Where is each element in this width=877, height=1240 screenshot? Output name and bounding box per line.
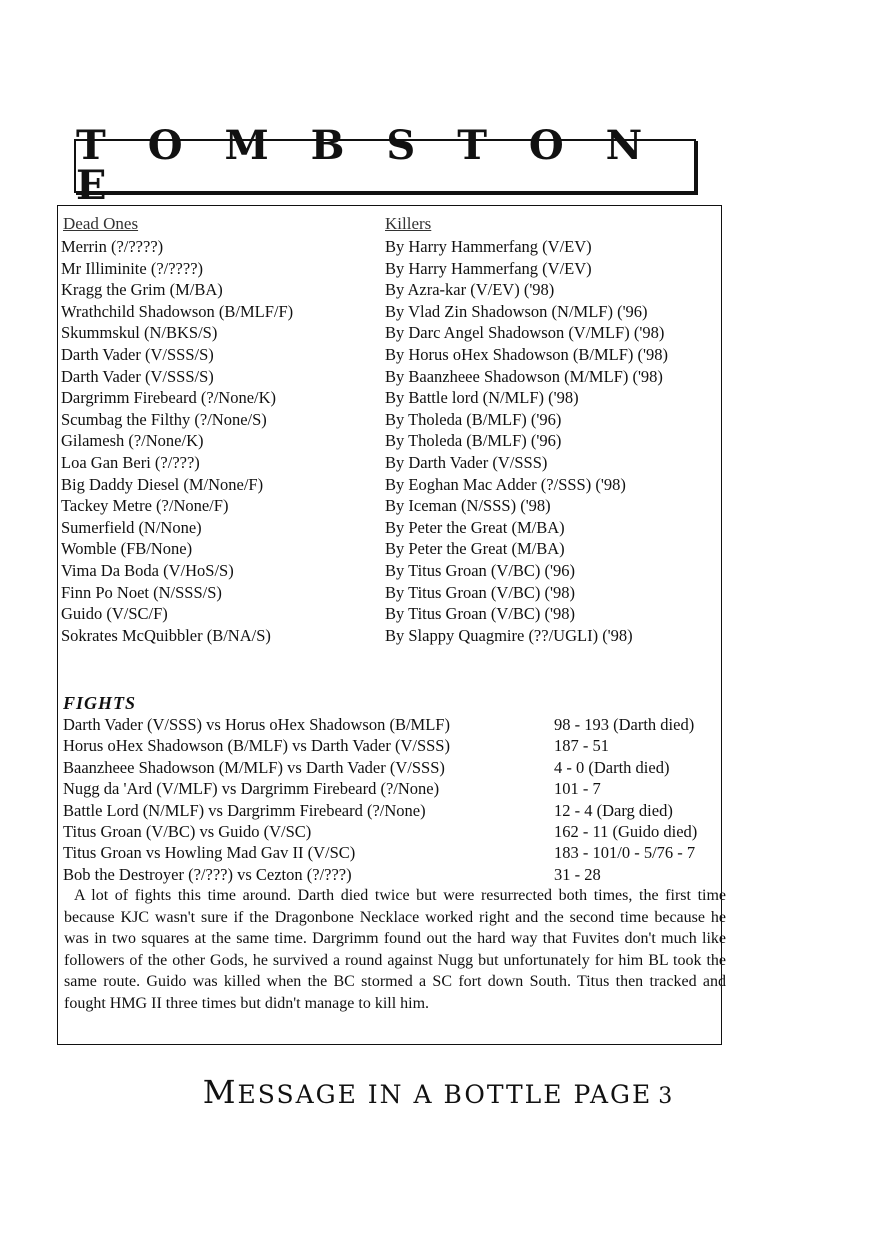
killer-item: By Peter the Great (M/BA) [385, 517, 565, 537]
dead-one-item: Finn Po Noet (N/SSS/S) [61, 582, 222, 602]
footer-title: ESSAGE IN A BOTTLE PAGE [237, 1080, 653, 1109]
dead-one-item: Sokrates McQuibbler (B/NA/S) [61, 625, 271, 645]
fight-matchup: Darth Vader (V/SSS) vs Horus oHex Shadowson (B/MLF) [63, 715, 450, 734]
fight-matchup: Nugg da 'Ard (V/MLF) vs Dargrimm Firebeard (?/None) [63, 779, 440, 799]
dead-one-item: Dargrimm Firebeard (?/None/K) [61, 388, 277, 408]
killer-item: By Iceman (N/SSS) ('98) [385, 496, 551, 516]
dead-one-item: Skummskul (N/BKS/S) [61, 323, 218, 343]
dead-one-item: Vima Da Boda (V/HoS/S) [61, 560, 234, 580]
fight-score: 12 - 4 (Darg died) [554, 800, 673, 820]
dead-one-item: Darth Vader (V/SSS/S) [61, 344, 214, 364]
killer-item: By Titus Groan (V/BC) ('98) [385, 582, 575, 602]
killer-item: By Battle lord (N/MLF) ('98) [385, 388, 579, 408]
dead-one-item: Big Daddy Diesel (M/None/F) [61, 474, 264, 494]
killer-item: By Tholeda (B/MLF) ('96) [385, 409, 562, 429]
killer-item: By Peter the Great (M/BA) [385, 539, 565, 559]
fight-score: 98 - 193 (Darth died) [554, 715, 695, 734]
fight-matchup: Baanzheee Shadowson (M/MLF) vs Darth Vader (V/SSS) [63, 757, 445, 777]
fight-row [63, 821, 725, 842]
fights-heading: FIGHTS [63, 693, 137, 713]
title-box [74, 122, 696, 209]
killer-item: By Slappy Quagmire (??/UGLI) ('98) [385, 625, 633, 645]
footer-page-number: 3 [658, 1084, 675, 1109]
killer-item: By Eoghan Mac Adder (?/SSS) ('98) [385, 474, 626, 494]
dead-ones-list [61, 236, 293, 646]
killer-item: By Harry Hammerfang (V/EV) [385, 258, 592, 278]
dead-one-item: Tackey Metre (?/None/F) [61, 496, 229, 516]
fight-row [63, 714, 725, 735]
fight-row [63, 842, 725, 863]
fight-score: 101 - 7 [554, 779, 601, 799]
fight-score: 162 - 11 (Guido died) [554, 821, 698, 841]
killer-item: By Harry Hammerfang (V/EV) [385, 237, 592, 256]
page-footer [0, 1070, 877, 1119]
dead-one-item: Sumerfield (N/None) [61, 517, 202, 537]
fights-list [63, 714, 725, 885]
fights-narrative: A lot of fights this time around. Darth died twice but were resurrected both times, the first time because KJC wasn't sure if the Dragonbone Necklace worked right and the second time because he was in two squares at the same time. Dargrimm found out the hard way that Fuvites don't much like followers of the other Gods, he survived a round against Nugg but unfortunately for him BL took the same route. Guido was killed when the BC stormed a SC fort down South. Titus then tracked and fought HMG II three times but didn't manage to kill him. [64, 887, 726, 1012]
dead-one-item: Merrin (?/????) [61, 237, 164, 256]
killer-item: By Titus Groan (V/BC) ('98) [385, 604, 575, 624]
dead-one-item: Wrathchild Shadowson (B/MLF/F) [61, 301, 294, 321]
fight-matchup: Titus Groan (V/BC) vs Guido (V/SC) [63, 821, 312, 841]
dead-one-item: Mr Illiminite (?/????) [61, 258, 204, 278]
dead-one-item: Kragg the Grim (M/BA) [61, 280, 223, 300]
dead-ones-heading: Dead Ones [63, 214, 139, 233]
footer-initial: M [202, 1073, 238, 1111]
fight-matchup: Bob the Destroyer (?/???) vs Cezton (?/???) [63, 864, 352, 884]
fight-row [63, 864, 725, 885]
fight-matchup: Titus Groan vs Howling Mad Gav II (V/SC) [63, 843, 356, 863]
killer-item: By Tholeda (B/MLF) ('96) [385, 431, 562, 451]
killer-item: By Darc Angel Shadowson (V/MLF) ('98) [385, 323, 665, 343]
killer-item: By Baanzheee Shadowson (M/MLF) ('98) [385, 366, 663, 386]
killer-item: By Horus oHex Shadowson (B/MLF) ('98) [385, 344, 669, 364]
dead-one-item: Guido (V/SC/F) [61, 604, 168, 624]
fight-score: 4 - 0 (Darth died) [554, 757, 670, 777]
killer-item: By Titus Groan (V/BC) ('96) [385, 560, 575, 580]
killers-heading: Killers [385, 214, 432, 233]
fight-matchup: Horus oHex Shadowson (B/MLF) vs Darth Vader (V/SSS) [63, 736, 450, 756]
dead-one-item: Darth Vader (V/SSS/S) [61, 366, 214, 386]
fight-score: 183 - 101/0 - 5/76 - 7 [554, 843, 696, 863]
fight-row [63, 778, 725, 799]
dead-one-item: Loa Gan Beri (?/???) [61, 452, 200, 472]
fight-matchup: Battle Lord (N/MLF) vs Dargrimm Firebeard (?/None) [63, 800, 426, 820]
killer-item: By Vlad Zin Shadowson (N/MLF) ('96) [385, 301, 648, 321]
fight-score: 187 - 51 [554, 736, 609, 756]
page-title: T O M B S T O N E [76, 122, 649, 209]
killer-item: By Darth Vader (V/SSS) [385, 452, 548, 472]
fight-score: 31 - 28 [554, 864, 601, 884]
dead-one-item: Scumbag the Filthy (?/None/S) [61, 409, 267, 429]
fight-row [63, 757, 725, 778]
killer-item: By Azra-kar (V/EV) ('98) [385, 280, 555, 300]
dead-one-item: Gilamesh (?/None/K) [61, 431, 204, 451]
dead-one-item: Womble (FB/None) [61, 539, 193, 559]
killers-list [385, 236, 668, 646]
fight-row [63, 735, 725, 756]
fight-row [63, 800, 725, 821]
